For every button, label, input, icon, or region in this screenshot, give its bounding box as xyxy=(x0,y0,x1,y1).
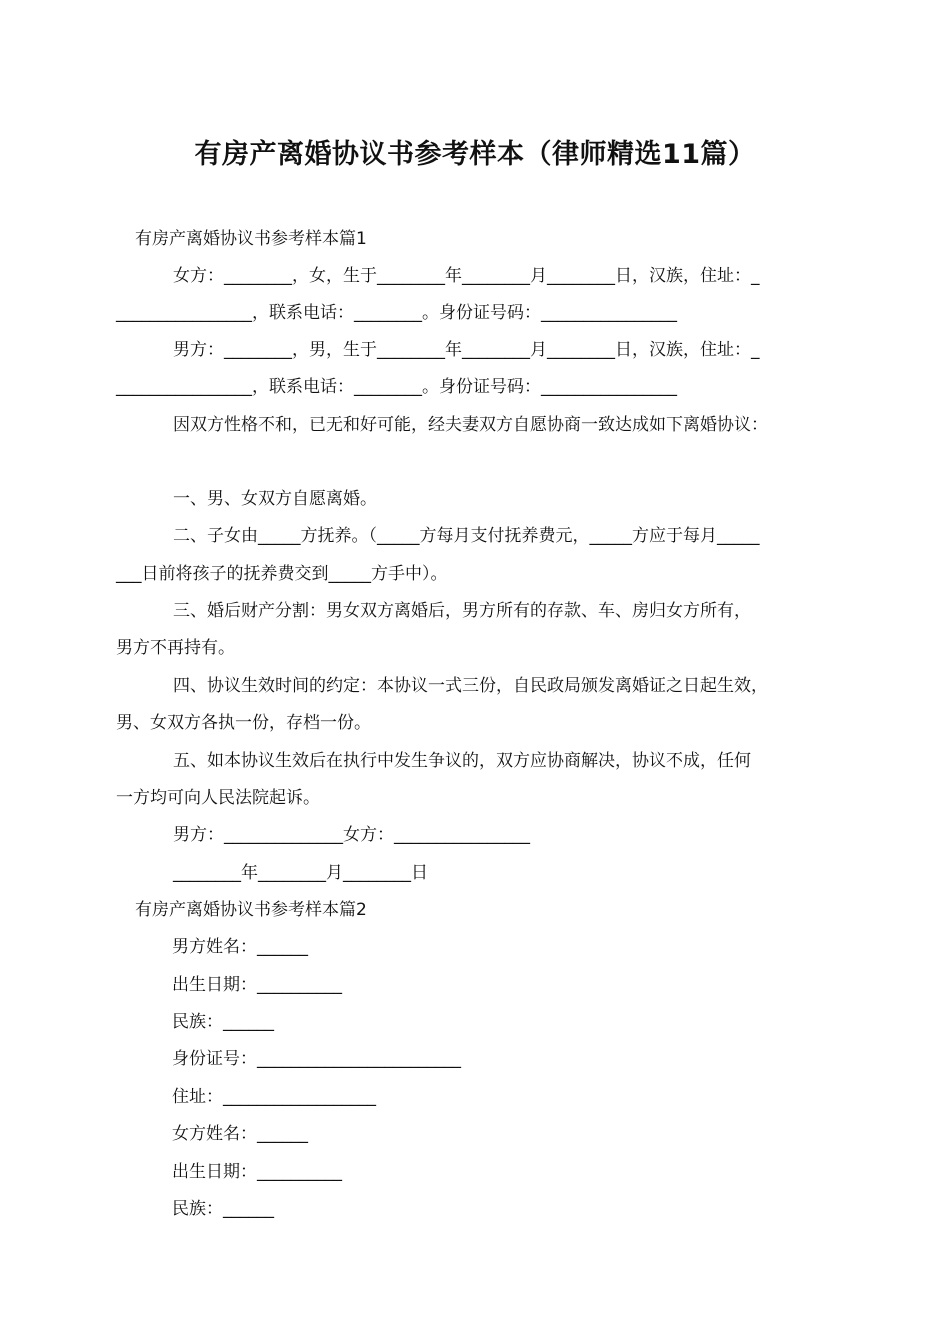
signature-line: 男方：______________女方：________________ xyxy=(173,825,530,845)
female-info-line1: 女方：________，女，生于________年________月________日，汉族，住址：_ xyxy=(173,266,760,286)
field-label: 女方姓名： xyxy=(172,1124,257,1144)
clause-4-line2: 男、女双方各执一份，存档一份。 xyxy=(116,713,371,733)
field-male-name xyxy=(172,936,308,958)
field-blank: ______ xyxy=(257,1124,308,1144)
section2-heading: 有房产离婚协议书参考样本篇2 xyxy=(135,900,367,920)
clause-4-line1: 四、协议生效时间的约定：本协议一式三份，自民政局颁发离婚证之日起生效， xyxy=(173,676,768,696)
female-info-line2: ________________，联系电话：________。身份证号码：________________ xyxy=(116,303,677,323)
field-male-ethnicity xyxy=(172,1011,274,1033)
field-label: 出生日期： xyxy=(172,975,257,995)
field-blank: ________________________ xyxy=(257,1049,461,1069)
field-male-birthdate xyxy=(172,974,342,996)
field-blank: ______ xyxy=(223,1012,274,1032)
field-blank: __________________ xyxy=(223,1087,376,1107)
agreement-intro: 因双方性格不和，已无和好可能，经夫妻双方自愿协商一致达成如下离婚协议： xyxy=(173,415,768,435)
section1-heading: 有房产离婚协议书参考样本篇1 xyxy=(135,229,367,249)
clause-5-line2: 一方均可向人民法院起诉。 xyxy=(116,788,320,808)
document-title: 有房产离婚协议书参考样本（律师精选11篇） xyxy=(194,139,756,170)
field-blank: __________ xyxy=(257,975,342,995)
field-female-birthdate xyxy=(172,1161,342,1183)
field-blank: __________ xyxy=(257,1162,342,1182)
field-label: 男方姓名： xyxy=(172,937,257,957)
male-info-line2: ________________，联系电话：________。身份证号码：________________ xyxy=(116,377,677,397)
field-blank: ______ xyxy=(257,937,308,957)
field-female-ethnicity xyxy=(172,1198,274,1220)
field-blank: ______ xyxy=(223,1199,274,1219)
clause-3-line2: 男方不再持有。 xyxy=(116,638,235,658)
field-label: 身份证号： xyxy=(172,1049,257,1069)
date-line: ________年________月________日 xyxy=(173,863,428,883)
clause-5-line1: 五、如本协议生效后在执行中发生争议的，双方应协商解决，协议不成，任何 xyxy=(173,751,751,771)
field-male-id-number xyxy=(172,1048,461,1070)
field-label: 民族： xyxy=(172,1199,223,1219)
clause-3-line1: 三、婚后财产分割：男女双方离婚后，男方所有的存款、车、房归女方所有， xyxy=(173,601,751,621)
field-label: 民族： xyxy=(172,1012,223,1032)
field-male-address xyxy=(172,1086,376,1108)
clause-2-line1: 二、子女由_____方抚养。（_____方每月支付抚养费元，_____方应于每月_____ xyxy=(173,526,760,546)
clause-2-line2: ___日前将孩子的抚养费交到_____方手中）。 xyxy=(116,564,448,584)
field-female-name xyxy=(172,1123,308,1145)
field-label: 出生日期： xyxy=(172,1162,257,1182)
clause-1: 一、男、女双方自愿离婚。 xyxy=(173,489,377,509)
field-label: 住址： xyxy=(172,1087,223,1107)
male-info-line1: 男方：________，男，生于________年________月________日，汉族，住址：_ xyxy=(173,340,760,360)
